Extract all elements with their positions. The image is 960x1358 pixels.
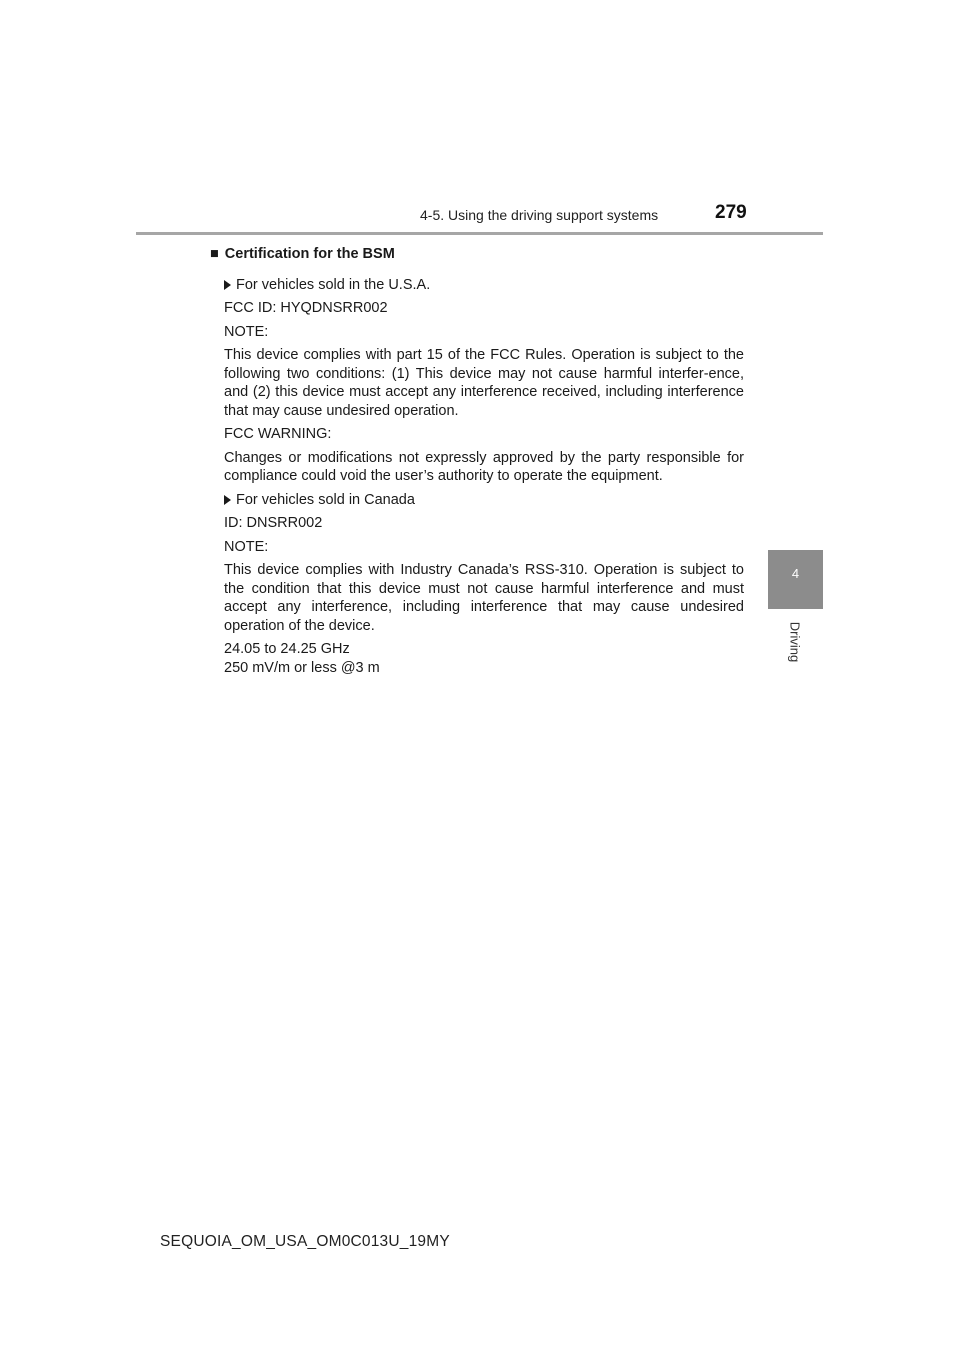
chapter-number: 4 (791, 566, 800, 581)
usa-bullet (224, 276, 744, 295)
field-strength: 250 mV/m or less @3 m (224, 659, 380, 676)
usa-note-label: NOTE: (224, 323, 269, 340)
chapter-tab[interactable] (768, 550, 823, 609)
section-title: 4-5. Using the driving support systems (420, 207, 659, 223)
chapter-label: Driving (787, 621, 803, 663)
frequency-range: 24.05 to 24.25 GHz (224, 641, 350, 657)
canada-note-text: This device complies with Industry Canada’s RSS-310. Operation is subject to the condition that this device must not cause harmful interference and must accept any interference, including interference that may cause undesired operation of the device. (224, 562, 744, 634)
section-heading (210, 245, 744, 264)
triangle-arrow-icon (224, 495, 231, 505)
triangle-arrow-icon (224, 280, 231, 290)
canada-id: ID: DNSRR002 (224, 515, 323, 531)
usa-bullet-text: For vehicles sold in the U.S.A. (236, 276, 431, 293)
canada-bullet (224, 491, 744, 510)
fcc-warning-label: FCC WARNING: (224, 426, 332, 442)
header-divider (136, 232, 823, 235)
square-bullet-icon: ■ (210, 246, 219, 262)
document-code: SEQUOIA_OM_USA_OM0C013U_19MY (160, 1233, 450, 1250)
fcc-id: FCC ID: HYQDNSRR002 (224, 300, 388, 316)
fcc-warning-text: Changes or modifications not expressly approved by the party responsible for compliance could void the user’s authority to operate the equipment. (224, 449, 744, 484)
canada-note-label: NOTE: (224, 538, 269, 555)
canada-bullet-text: For vehicles sold in Canada (236, 491, 415, 508)
page-content (210, 245, 744, 677)
usa-note-text: This device complies with part 15 of the FCC Rules. Operation is subject to the following two conditions: (1) This device may not cause harmful interfer-ence, and (2) this device must accept any interference received, including interference that may cause undesired operation. (224, 347, 744, 419)
page-number: 279 (715, 202, 747, 223)
section-heading-text: Certification for the BSM (224, 246, 395, 262)
